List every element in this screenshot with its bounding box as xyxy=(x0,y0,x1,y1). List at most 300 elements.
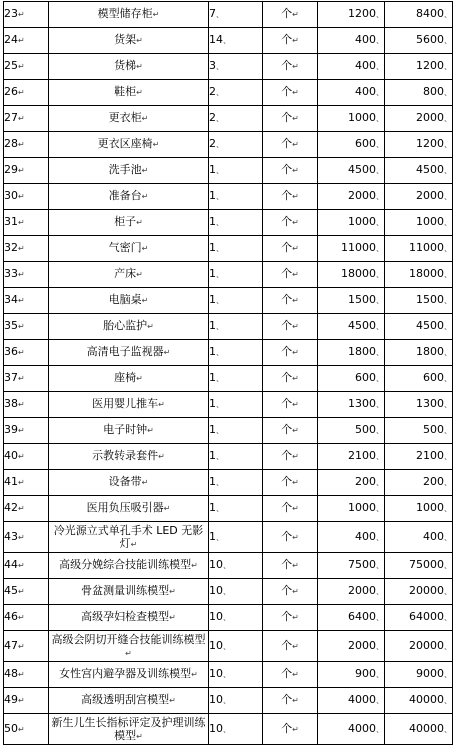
total-price-cell xyxy=(385,418,453,444)
item-name-text: 更衣区座椅 xyxy=(97,137,153,150)
paragraph-mark-icon: ↵ xyxy=(191,670,198,679)
paragraph-mark-icon: 、 xyxy=(223,587,231,596)
total-price-text: 40000 xyxy=(409,693,444,706)
paragraph-mark-icon: 、 xyxy=(376,613,384,622)
row-number-text: 34 xyxy=(4,293,18,306)
total-price-cell xyxy=(385,106,453,132)
item-name-cell xyxy=(49,106,209,132)
paragraph-mark-icon: ↵ xyxy=(292,10,299,19)
paragraph-mark-icon: 、 xyxy=(444,114,452,123)
row-number-cell xyxy=(4,605,49,631)
table-row xyxy=(4,714,453,745)
unit-text: 个 xyxy=(281,59,293,72)
unit-price-text: 600 xyxy=(355,137,376,150)
paragraph-mark-icon: 、 xyxy=(216,322,224,331)
paragraph-mark-icon: 、 xyxy=(216,166,224,175)
item-name-text: 新生儿生长指标评定及护理训练模型 xyxy=(51,715,206,742)
table-row xyxy=(4,522,453,553)
table-row xyxy=(4,688,453,714)
unit-text: 个 xyxy=(281,345,293,358)
total-price-text: 1500 xyxy=(416,293,444,306)
paragraph-mark-icon: 、 xyxy=(376,561,384,570)
table-row xyxy=(4,496,453,522)
paragraph-mark-icon: 、 xyxy=(444,400,452,409)
unit-text: 个 xyxy=(281,33,293,46)
total-price-text: 400 xyxy=(423,529,444,543)
quantity-cell xyxy=(209,392,263,418)
paragraph-mark-icon: 、 xyxy=(376,270,384,279)
table-row xyxy=(4,80,453,106)
paragraph-mark-icon: 、 xyxy=(444,724,452,734)
quantity-cell xyxy=(209,366,263,392)
row-number-text: 44 xyxy=(4,558,18,571)
quantity-text: 10 xyxy=(209,558,223,571)
total-price-text: 5600 xyxy=(416,33,444,46)
quantity-cell xyxy=(209,80,263,106)
paragraph-mark-icon: ↵ xyxy=(169,613,176,622)
unit-cell xyxy=(263,54,318,80)
item-name-cell xyxy=(49,496,209,522)
item-name-cell xyxy=(49,631,209,662)
quantity-text: 1 xyxy=(209,529,216,543)
quantity-cell xyxy=(209,210,263,236)
unit-price-cell xyxy=(318,553,385,579)
unit-price-cell xyxy=(318,444,385,470)
item-name-text: 冷光源立式单孔手术 LED 无影灯 xyxy=(53,523,204,550)
unit-price-cell xyxy=(318,132,385,158)
quantity-cell xyxy=(209,2,263,28)
table-row xyxy=(4,418,453,444)
paragraph-mark-icon: ↵ xyxy=(141,244,149,253)
item-name-cell xyxy=(49,54,209,80)
row-number-text: 37 xyxy=(4,371,18,384)
quantity-text: 1 xyxy=(209,475,216,488)
unit-text: 个 xyxy=(281,397,293,410)
row-number-cell xyxy=(4,210,49,236)
total-price-cell xyxy=(385,158,453,184)
quantity-cell xyxy=(209,470,263,496)
quantity-text: 1 xyxy=(209,267,216,280)
item-name-text: 电子时钟 xyxy=(103,423,148,436)
unit-price-cell xyxy=(318,210,385,236)
paragraph-mark-icon: 、 xyxy=(376,296,384,305)
quantity-text: 10 xyxy=(209,610,223,623)
table-row xyxy=(4,28,453,54)
unit-text: 个 xyxy=(281,319,293,332)
quantity-text: 1 xyxy=(209,189,216,202)
paragraph-mark-icon: ↵ xyxy=(292,218,299,227)
unit-text: 个 xyxy=(281,111,293,124)
paragraph-mark-icon: 、 xyxy=(376,244,384,253)
paragraph-mark-icon: 、 xyxy=(376,348,384,357)
paragraph-mark-icon: ↵ xyxy=(136,731,143,741)
unit-cell xyxy=(263,158,318,184)
paragraph-mark-icon: ↵ xyxy=(292,192,299,201)
total-price-cell xyxy=(385,522,453,553)
paragraph-mark-icon: 、 xyxy=(376,166,384,175)
paragraph-mark-icon: ↵ xyxy=(292,452,299,461)
unit-price-text: 1000 xyxy=(348,111,376,124)
paragraph-mark-icon: 、 xyxy=(216,192,224,201)
unit-text: 个 xyxy=(281,610,293,623)
item-name-cell xyxy=(49,605,209,631)
unit-price-cell xyxy=(318,314,385,340)
unit-cell xyxy=(263,28,318,54)
total-price-cell xyxy=(385,605,453,631)
paragraph-mark-icon: ↵ xyxy=(292,561,299,570)
unit-price-cell xyxy=(318,522,385,553)
row-number-cell xyxy=(4,288,49,314)
paragraph-mark-icon: ↵ xyxy=(141,192,149,201)
unit-text: 个 xyxy=(281,475,293,488)
unit-cell xyxy=(263,662,318,688)
unit-price-text: 400 xyxy=(355,33,376,46)
paragraph-mark-icon: 、 xyxy=(444,348,452,357)
row-number-text: 27 xyxy=(4,111,18,124)
paragraph-mark-icon: ↵ xyxy=(152,10,160,19)
item-name-text: 模型储存柜 xyxy=(97,7,153,20)
item-name-cell xyxy=(49,28,209,54)
row-number-text: 33 xyxy=(4,267,18,280)
paragraph-mark-icon: ↵ xyxy=(18,10,25,19)
quantity-text: 2 xyxy=(209,111,216,124)
item-name-text: 医用婴儿推车 xyxy=(92,397,159,410)
total-price-text: 40000 xyxy=(409,721,444,735)
paragraph-mark-icon: 、 xyxy=(444,192,452,201)
paragraph-mark-icon: 、 xyxy=(216,532,224,542)
unit-price-text: 600 xyxy=(355,371,376,384)
unit-price-text: 1000 xyxy=(348,215,376,228)
paragraph-mark-icon: 、 xyxy=(216,374,224,383)
item-name-text: 鞋柜 xyxy=(114,85,137,98)
paragraph-mark-icon: ↵ xyxy=(147,426,154,435)
paragraph-mark-icon: 、 xyxy=(376,670,384,679)
paragraph-mark-icon: 、 xyxy=(376,88,384,97)
total-price-cell xyxy=(385,631,453,662)
paragraph-mark-icon: ↵ xyxy=(18,192,25,201)
item-name-text: 洗手池 xyxy=(108,163,142,176)
paragraph-mark-icon: ↵ xyxy=(18,724,25,734)
paragraph-mark-icon: ↵ xyxy=(169,696,176,705)
total-price-cell xyxy=(385,496,453,522)
total-price-cell xyxy=(385,366,453,392)
row-number-text: 42 xyxy=(4,501,18,514)
paragraph-mark-icon: 、 xyxy=(216,452,224,461)
paragraph-mark-icon: ↵ xyxy=(292,641,299,651)
unit-price-cell xyxy=(318,418,385,444)
unit-price-text: 11000 xyxy=(341,241,376,254)
unit-price-cell xyxy=(318,54,385,80)
quantity-text: 1 xyxy=(209,501,216,514)
equipment-table-body xyxy=(4,2,453,745)
paragraph-mark-icon: ↵ xyxy=(292,62,299,71)
unit-price-text: 200 xyxy=(355,475,376,488)
paragraph-mark-icon: 、 xyxy=(216,218,224,227)
unit-cell xyxy=(263,210,318,236)
paragraph-mark-icon: 、 xyxy=(376,478,384,487)
row-number-cell xyxy=(4,553,49,579)
row-number-cell xyxy=(4,631,49,662)
unit-price-text: 6400 xyxy=(348,610,376,623)
quantity-text: 1 xyxy=(209,293,216,306)
paragraph-mark-icon: ↵ xyxy=(18,88,25,97)
quantity-text: 1 xyxy=(209,163,216,176)
paragraph-mark-icon: 、 xyxy=(444,374,452,383)
row-number-cell xyxy=(4,80,49,106)
total-price-cell xyxy=(385,553,453,579)
unit-cell xyxy=(263,262,318,288)
total-price-text: 11000 xyxy=(409,241,444,254)
paragraph-mark-icon: 、 xyxy=(223,641,231,651)
unit-price-text: 1500 xyxy=(348,293,376,306)
paragraph-mark-icon: ↵ xyxy=(18,62,25,71)
quantity-cell xyxy=(209,662,263,688)
paragraph-mark-icon: ↵ xyxy=(191,561,198,570)
paragraph-mark-icon: 、 xyxy=(376,114,384,123)
paragraph-mark-icon: ↵ xyxy=(18,374,25,383)
paragraph-mark-icon: ↵ xyxy=(292,426,299,435)
paragraph-mark-icon: 、 xyxy=(216,244,224,253)
paragraph-mark-icon: ↵ xyxy=(18,36,25,45)
row-number-text: 46 xyxy=(4,610,18,623)
paragraph-mark-icon: 、 xyxy=(444,166,452,175)
table-row xyxy=(4,184,453,210)
row-number-text: 31 xyxy=(4,215,18,228)
paragraph-mark-icon: 、 xyxy=(376,426,384,435)
item-name-text: 气密门 xyxy=(108,241,142,254)
unit-price-cell xyxy=(318,158,385,184)
unit-cell xyxy=(263,714,318,745)
row-number-cell xyxy=(4,158,49,184)
item-name-cell xyxy=(49,288,209,314)
paragraph-mark-icon: 、 xyxy=(444,10,452,19)
table-row xyxy=(4,2,453,28)
item-name-text: 高清电子监视器 xyxy=(86,345,164,358)
unit-price-text: 2000 xyxy=(348,638,376,652)
row-number-text: 38 xyxy=(4,397,18,410)
quantity-text: 10 xyxy=(209,721,223,735)
paragraph-mark-icon: ↵ xyxy=(18,696,25,705)
unit-price-text: 2100 xyxy=(348,449,376,462)
paragraph-mark-icon: ↵ xyxy=(130,539,138,549)
item-name-text: 货架 xyxy=(114,33,137,46)
paragraph-mark-icon: ↵ xyxy=(141,478,149,487)
total-price-text: 8400 xyxy=(416,7,444,20)
unit-text: 个 xyxy=(281,7,293,20)
paragraph-mark-icon: 、 xyxy=(444,62,452,71)
unit-price-text: 900 xyxy=(355,667,376,680)
item-name-text: 设备带 xyxy=(108,475,142,488)
row-number-cell xyxy=(4,418,49,444)
paragraph-mark-icon: ↵ xyxy=(152,140,160,149)
unit-price-cell xyxy=(318,28,385,54)
unit-text: 个 xyxy=(281,293,293,306)
quantity-text: 10 xyxy=(209,693,223,706)
paragraph-mark-icon: 、 xyxy=(216,62,224,71)
paragraph-mark-icon: 、 xyxy=(216,504,224,513)
unit-text: 个 xyxy=(281,163,293,176)
paragraph-mark-icon: ↵ xyxy=(141,114,149,123)
item-name-cell xyxy=(49,340,209,366)
row-number-cell xyxy=(4,2,49,28)
item-name-text: 医用负压吸引器 xyxy=(86,501,164,514)
paragraph-mark-icon: 、 xyxy=(376,504,384,513)
item-name-cell xyxy=(49,470,209,496)
table-row xyxy=(4,210,453,236)
unit-price-cell xyxy=(318,262,385,288)
unit-price-cell xyxy=(318,392,385,418)
paragraph-mark-icon: 、 xyxy=(376,140,384,149)
unit-cell xyxy=(263,470,318,496)
paragraph-mark-icon: ↵ xyxy=(18,114,25,123)
paragraph-mark-icon: ↵ xyxy=(147,322,154,331)
row-number-cell xyxy=(4,470,49,496)
unit-text: 个 xyxy=(281,693,293,706)
unit-price-text: 2000 xyxy=(348,584,376,597)
paragraph-mark-icon: 、 xyxy=(376,36,384,45)
table-row xyxy=(4,605,453,631)
unit-price-cell xyxy=(318,184,385,210)
paragraph-mark-icon: ↵ xyxy=(18,452,25,461)
total-price-cell xyxy=(385,210,453,236)
row-number-cell xyxy=(4,522,49,553)
quantity-text: 1 xyxy=(209,449,216,462)
unit-text: 个 xyxy=(281,137,293,150)
item-name-text: 高级孕妇检查模型 xyxy=(81,610,170,623)
total-price-text: 1800 xyxy=(416,345,444,358)
paragraph-mark-icon: ↵ xyxy=(292,587,299,596)
paragraph-mark-icon: 、 xyxy=(444,88,452,97)
unit-cell xyxy=(263,106,318,132)
unit-text: 个 xyxy=(281,667,293,680)
table-row xyxy=(4,54,453,80)
total-price-text: 2000 xyxy=(416,189,444,202)
total-price-text: 4500 xyxy=(416,163,444,176)
quantity-cell xyxy=(209,496,263,522)
unit-price-cell xyxy=(318,288,385,314)
item-name-text: 货梯 xyxy=(114,59,137,72)
row-number-cell xyxy=(4,236,49,262)
unit-text: 个 xyxy=(281,529,293,543)
row-number-cell xyxy=(4,314,49,340)
paragraph-mark-icon: 、 xyxy=(216,348,224,357)
total-price-cell xyxy=(385,28,453,54)
row-number-text: 28 xyxy=(4,137,18,150)
row-number-text: 47 xyxy=(4,638,18,652)
paragraph-mark-icon: 、 xyxy=(376,192,384,201)
unit-text: 个 xyxy=(281,85,293,98)
row-number-text: 24 xyxy=(4,33,18,46)
paragraph-mark-icon: 、 xyxy=(444,478,452,487)
unit-price-text: 7500 xyxy=(348,558,376,571)
unit-price-text: 400 xyxy=(355,59,376,72)
unit-price-text: 1800 xyxy=(348,345,376,358)
item-name-text: 更衣柜 xyxy=(108,111,142,124)
row-number-cell xyxy=(4,262,49,288)
unit-price-cell xyxy=(318,714,385,745)
unit-price-cell xyxy=(318,106,385,132)
paragraph-mark-icon: ↵ xyxy=(158,452,165,461)
paragraph-mark-icon: ↵ xyxy=(292,613,299,622)
total-price-cell xyxy=(385,392,453,418)
item-name-cell xyxy=(49,236,209,262)
quantity-cell xyxy=(209,262,263,288)
table-row xyxy=(4,444,453,470)
total-price-cell xyxy=(385,262,453,288)
unit-text: 个 xyxy=(281,215,293,228)
table-row xyxy=(4,236,453,262)
unit-cell xyxy=(263,80,318,106)
item-name-cell xyxy=(49,158,209,184)
quantity-text: 1 xyxy=(209,371,216,384)
total-price-text: 1000 xyxy=(416,501,444,514)
total-price-cell xyxy=(385,444,453,470)
item-name-cell xyxy=(49,444,209,470)
paragraph-mark-icon: ↵ xyxy=(292,140,299,149)
paragraph-mark-icon: 、 xyxy=(376,452,384,461)
total-price-cell xyxy=(385,54,453,80)
table-row xyxy=(4,662,453,688)
paragraph-mark-icon: 、 xyxy=(223,670,231,679)
equipment-table xyxy=(3,1,453,745)
unit-price-cell xyxy=(318,80,385,106)
paragraph-mark-icon: ↵ xyxy=(136,270,143,279)
paragraph-mark-icon: 、 xyxy=(216,400,224,409)
paragraph-mark-icon: ↵ xyxy=(292,244,299,253)
item-name-text: 女性宫内避孕器及训练模型 xyxy=(59,667,192,680)
item-name-text: 胎心监护 xyxy=(103,319,148,332)
total-price-text: 800 xyxy=(423,85,444,98)
total-price-cell xyxy=(385,132,453,158)
paragraph-mark-icon: 、 xyxy=(216,140,224,149)
total-price-text: 18000 xyxy=(409,267,444,280)
paragraph-mark-icon: ↵ xyxy=(292,296,299,305)
unit-text: 个 xyxy=(281,558,293,571)
paragraph-mark-icon: ↵ xyxy=(136,36,143,45)
paragraph-mark-icon: 、 xyxy=(376,374,384,383)
paragraph-mark-icon: 、 xyxy=(444,270,452,279)
unit-price-cell xyxy=(318,688,385,714)
unit-price-text: 2000 xyxy=(348,189,376,202)
row-number-cell xyxy=(4,54,49,80)
paragraph-mark-icon: ↵ xyxy=(18,670,25,679)
row-number-text: 40 xyxy=(4,449,18,462)
item-name-cell xyxy=(49,522,209,553)
total-price-cell xyxy=(385,714,453,745)
total-price-text: 1000 xyxy=(416,215,444,228)
paragraph-mark-icon: ↵ xyxy=(18,400,25,409)
paragraph-mark-icon: ↵ xyxy=(292,696,299,705)
unit-price-cell xyxy=(318,579,385,605)
quantity-text: 2 xyxy=(209,137,216,150)
row-number-text: 50 xyxy=(4,721,18,735)
quantity-cell xyxy=(209,688,263,714)
item-name-cell xyxy=(49,262,209,288)
paragraph-mark-icon: 、 xyxy=(444,36,452,45)
paragraph-mark-icon: 、 xyxy=(216,426,224,435)
item-name-cell xyxy=(49,553,209,579)
paragraph-mark-icon: ↵ xyxy=(292,670,299,679)
item-name-cell xyxy=(49,2,209,28)
paragraph-mark-icon: ↵ xyxy=(18,218,25,227)
quantity-text: 7 xyxy=(209,7,216,20)
unit-price-text: 4000 xyxy=(348,721,376,735)
table-row xyxy=(4,288,453,314)
unit-price-cell xyxy=(318,605,385,631)
row-number-text: 26 xyxy=(4,85,18,98)
row-number-text: 41 xyxy=(4,475,18,488)
paragraph-mark-icon: ↵ xyxy=(292,88,299,97)
